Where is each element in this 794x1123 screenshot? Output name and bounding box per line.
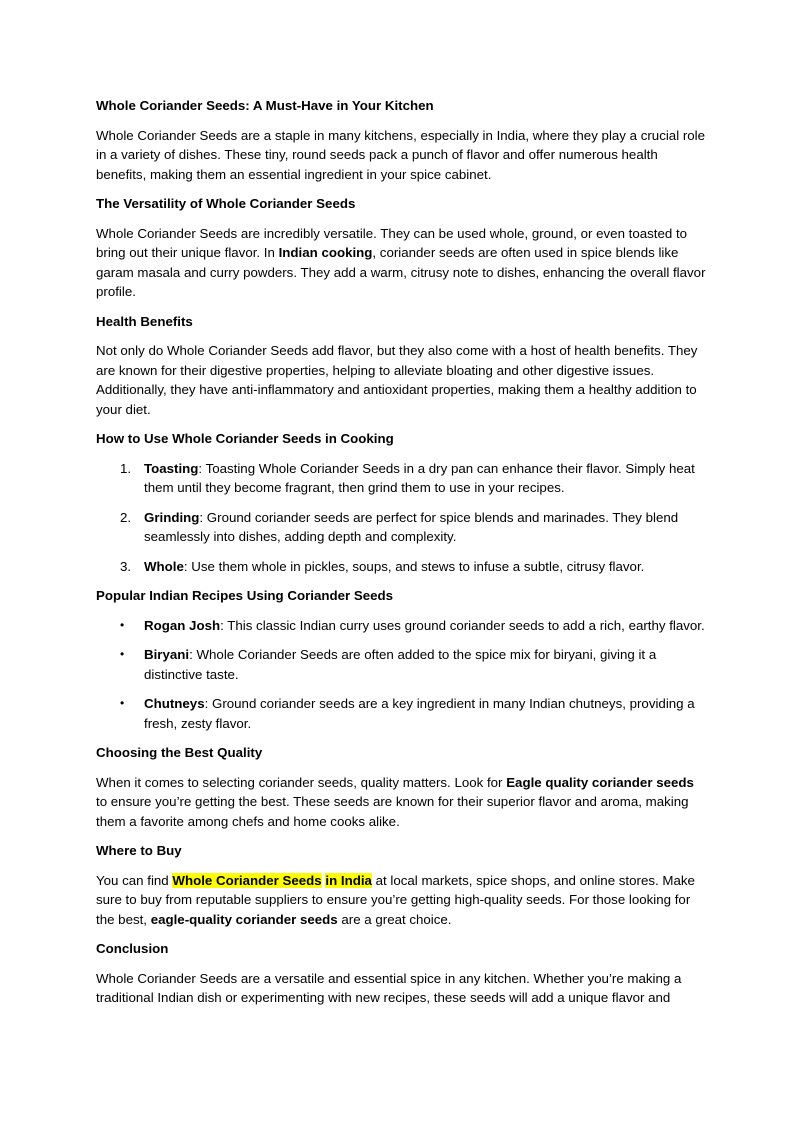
list-number: 2. (120, 509, 132, 525)
highlighted-link[interactable]: Whole Coriander Seeds (172, 872, 322, 888)
item-term: Chutneys (144, 696, 205, 711)
quality-text-1: When it comes to selecting coriander seeds, quality matters. Look for (96, 774, 507, 790)
health-heading: Health Benefits (96, 313, 193, 329)
item-text: : Use them whole in pickles, soups, and stews to infuse a subtle, citrusy flavor. (183, 558, 645, 574)
eagle-quality-bold: Eagle quality coriander seeds (506, 774, 694, 790)
item-text: : Ground coriander seeds are perfect for spice blends and marinades. They blend seamlessly into dishes, adding depth and complexity. (144, 509, 679, 544)
buy-text-1: You can find (96, 872, 173, 888)
document-body (96, 96, 706, 1018)
list-item (96, 557, 706, 577)
bullet-icon: • (120, 696, 125, 710)
recipes-heading: Popular Indian Recipes Using Coriander Seeds (96, 588, 394, 603)
versatility-heading: The Versatility of Whole Coriander Seeds (96, 196, 356, 211)
intro-paragraph: Whole Coriander Seeds are a staple in many kitchens, especially in India, where they play a crucial role in a variety of dishes. These tiny, round seeds pack a punch of flavor and offer numerous health benefits, making them an essential ingredient in your spice cabinet. (96, 127, 706, 182)
quality-text-2: to ensure you’re getting the best. These seeds are known for their superior flavor and aroma, making them a favorite among chefs and home cooks alike. (96, 794, 689, 829)
list-item (96, 616, 706, 636)
item-text: : This classic Indian curry uses ground coriander seeds to add a rich, earthy flavor. (220, 617, 705, 633)
buy-heading: Where to Buy (96, 843, 182, 858)
item-term: Whole (144, 558, 184, 574)
list-item (96, 508, 706, 547)
item-term: Biryani (144, 647, 190, 662)
list-number: 1. (120, 460, 132, 476)
item-term: Grinding (144, 509, 200, 525)
buy-text-3: are a great choice. (337, 911, 452, 927)
bullet-icon: • (120, 647, 125, 661)
item-text: : Whole Coriander Seeds are often added to the spice mix for biryani, giving it a distinctive taste. (144, 647, 657, 682)
eagle-quality-bold: eagle-quality coriander seeds (150, 911, 338, 927)
document-title: Whole Coriander Seeds: A Must-Have in Your Kitchen (96, 98, 434, 113)
howto-list (96, 459, 706, 577)
indian-cooking-bold: Indian cooking (278, 245, 373, 260)
conclusion-heading: Conclusion (96, 941, 169, 956)
versatility-text-1: Whole Coriander Seeds are incredibly versatile. They can be used whole, ground, or even toasted to bring out their unique flavor. In (96, 225, 688, 260)
item-text: : Ground coriander seeds are a key ingredient in many Indian chutneys, providing a fresh, zesty flavor. (144, 696, 695, 731)
list-number: 3. (120, 558, 132, 574)
list-item (96, 645, 706, 684)
quality-heading: Choosing the Best Quality (96, 745, 263, 760)
list-item (96, 694, 706, 733)
recipes-list (96, 616, 706, 734)
versatility-paragraph (96, 224, 706, 302)
item-term: Rogan Josh (144, 617, 221, 633)
buy-paragraph (96, 871, 706, 930)
quality-paragraph (96, 773, 706, 832)
item-text: : Toasting Whole Coriander Seeds in a dry pan can enhance their flavor. Simply heat them until they become fragrant, then grind them to use in your recipes. (144, 460, 695, 495)
conclusion-paragraph: Whole Coriander Seeds are a versatile and essential spice in any kitchen. Whether you’re making a traditional Indian dish or experimenting with new recipes, these seeds will add a unique flavor and (96, 970, 682, 1005)
highlighted-link[interactable]: in India (325, 872, 372, 888)
list-item (96, 459, 706, 498)
howto-heading: How to Use Whole Coriander Seeds in Cooking (96, 431, 394, 446)
bullet-icon: • (120, 617, 125, 632)
buy-text-2: at local markets, spice shops, and online stores. Make sure to buy from reputable suppliers to ensure you’re getting high-quality seeds. For those looking for the best, (96, 872, 695, 927)
health-paragraph: Not only do Whole Coriander Seeds add flavor, but they also come with a host of health benefits. They are known for their digestive properties, helping to alleviate bloating and other digestive issues. Additionally, they have anti-inflammatory and antioxidant properties, making them a healthy addition to your diet. (96, 343, 698, 417)
item-term: Toasting (144, 460, 199, 476)
versatility-text-2: , coriander seeds are often used in spice blends like garam masala and curry powders. They add a warm, citrusy note to dishes, enhancing the overall flavor profile. (96, 245, 706, 299)
